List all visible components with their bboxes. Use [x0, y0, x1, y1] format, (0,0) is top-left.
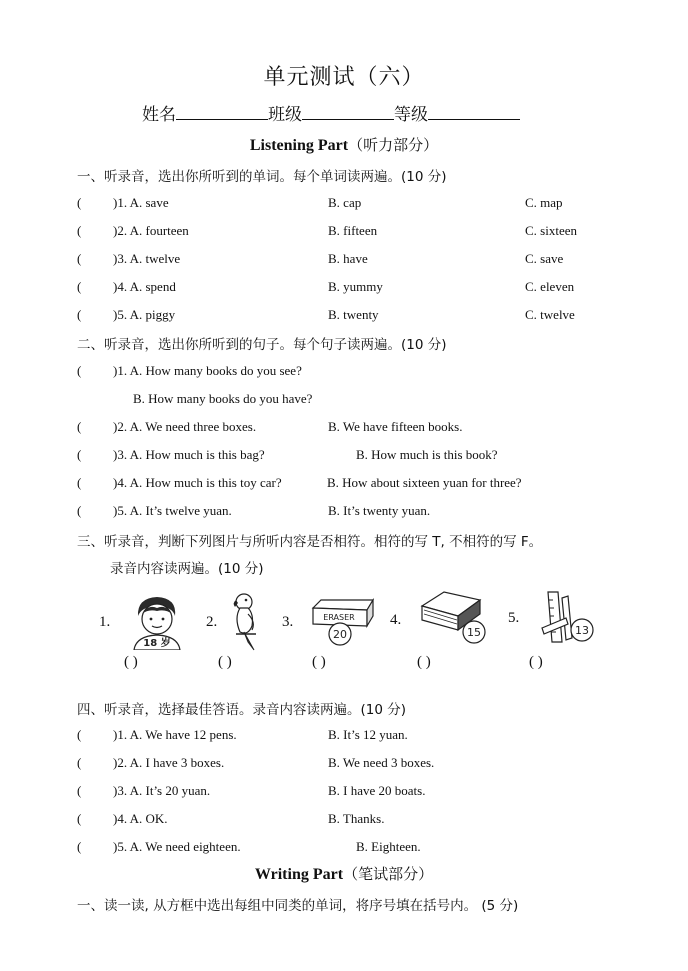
- page-title: 单元测试（六）: [263, 65, 425, 90]
- student-info: [142, 100, 520, 125]
- price-badge: 13: [575, 624, 589, 637]
- answer-paren[interactable]: (: [77, 279, 82, 294]
- picture-number: 4.: [390, 612, 402, 628]
- judge-answer-paren[interactable]: ( ): [529, 654, 543, 670]
- picture-number: 1.: [99, 614, 111, 630]
- answer-paren[interactable]: (: [77, 727, 82, 742]
- q2-4-b: B. How about sixteen yuan for three?: [327, 475, 522, 490]
- answer-paren[interactable]: (: [77, 839, 82, 854]
- answer-paren[interactable]: (: [77, 195, 82, 210]
- q2-1-b: B. How many books do you have?: [133, 391, 313, 406]
- class-label: 班级: [268, 105, 302, 125]
- listening-part-cn: （听力部分）: [348, 136, 439, 154]
- q1-3-b: B. have: [328, 251, 368, 266]
- boy-age-picture: [128, 592, 186, 650]
- answer-paren[interactable]: (: [77, 251, 82, 266]
- section-3-heading-line2: 录音内容读两遍。(10 分): [110, 561, 264, 577]
- answer-paren[interactable]: (: [77, 419, 82, 434]
- section-4-heading: 四、听录音，选择最佳答语。录音内容读两遍。(10 分): [77, 702, 407, 718]
- q4-4-a: )4. A. OK.: [113, 811, 168, 826]
- answer-paren[interactable]: (: [77, 783, 82, 798]
- eraser-label: ERASER: [323, 613, 355, 622]
- q4-1-b: B. It’s 12 yuan.: [328, 727, 408, 742]
- judge-answer-paren[interactable]: ( ): [124, 654, 138, 670]
- picture-number: 2.: [206, 614, 218, 630]
- answer-paren[interactable]: (: [77, 475, 82, 490]
- answer-paren[interactable]: (: [77, 307, 82, 322]
- q1-4-b: B. yummy: [328, 279, 383, 294]
- listening-part-heading: [0, 134, 688, 155]
- book-picture: [418, 586, 490, 646]
- age-label: 18 岁: [143, 638, 171, 649]
- q2-5-a: )5. A. It’s twelve yuan.: [113, 503, 232, 518]
- grade-label: 等级: [394, 105, 428, 125]
- price-badge: 15: [467, 626, 481, 639]
- picture-number: 3.: [282, 614, 294, 630]
- q4-3-a: )3. A. It’s 20 yuan.: [113, 783, 211, 798]
- q4-2-b: B. We need 3 boxes.: [328, 755, 435, 770]
- answer-paren[interactable]: (: [77, 503, 82, 518]
- section-3-heading: 三、听录音，判断下列图片与所听内容是否相符。相符的写 T, 不相符的写 F。: [77, 534, 543, 550]
- answer-paren[interactable]: (: [77, 755, 82, 770]
- q2-1-a: )1. A. How many books do you see?: [113, 363, 302, 378]
- section-1-heading: 一、听录音，选出你所听到的单词。每个单词读两遍。(10 分): [77, 169, 447, 185]
- listening-part-en: Listening Part: [249, 137, 349, 154]
- answer-paren[interactable]: (: [77, 447, 82, 462]
- answer-paren[interactable]: (: [77, 811, 82, 826]
- q1-1-b: B. cap: [328, 195, 362, 210]
- q4-3-b: B. I have 20 boats.: [328, 783, 426, 798]
- writing-section-1-heading: 一、读一读, 从方框中选出每组中同类的单词，将序号填在括号内。 (5 分): [77, 898, 519, 914]
- writing-part-cn: （笔试部分）: [343, 865, 434, 883]
- name-label: 姓名: [142, 105, 176, 125]
- answer-paren[interactable]: (: [77, 363, 82, 378]
- parrot-picture: [226, 590, 266, 652]
- judge-answer-paren[interactable]: ( ): [417, 654, 431, 670]
- q1-4-a: )4. A. spend: [113, 279, 176, 294]
- q1-5-b: B. twenty: [328, 307, 379, 322]
- q2-2-b: B. We have fifteen books.: [328, 419, 463, 434]
- q1-2-c: C. sixteen: [525, 223, 577, 238]
- q2-5-b: B. It’s twenty yuan.: [328, 503, 431, 518]
- price-badge: 20: [333, 628, 347, 641]
- class-blank[interactable]: [302, 105, 394, 120]
- q2-4-a: )4. A. How much is this toy car?: [113, 475, 282, 490]
- q4-5-b: B. Eighteen.: [356, 839, 421, 854]
- judge-answer-paren[interactable]: ( ): [218, 654, 232, 670]
- q1-1-a: )1. A. save: [113, 195, 169, 210]
- q1-3-c: C. save: [525, 251, 564, 266]
- q4-2-a: )2. A. I have 3 boxes.: [113, 755, 225, 770]
- q1-5-a: )5. A. piggy: [113, 307, 176, 322]
- q1-3-a: )3. A. twelve: [113, 251, 181, 266]
- q2-2-a: )2. A. We need three boxes.: [113, 419, 257, 434]
- q1-5-c: C. twelve: [525, 307, 575, 322]
- q2-3-a: )3. A. How much is this bag?: [113, 447, 265, 462]
- q4-5-a: )5. A. We need eighteen.: [113, 839, 241, 854]
- name-blank[interactable]: [176, 105, 268, 120]
- writing-part-en: Writing Part: [254, 866, 344, 883]
- q1-2-b: B. fifteen: [328, 223, 378, 238]
- ruler-picture: [536, 588, 598, 646]
- picture-number: 5.: [508, 610, 520, 626]
- writing-part-heading: [0, 863, 688, 884]
- eraser-picture: [307, 594, 379, 646]
- q2-3-b: B. How much is this book?: [356, 447, 498, 462]
- q4-1-a: )1. A. We have 12 pens.: [113, 727, 237, 742]
- answer-paren[interactable]: (: [77, 223, 82, 238]
- q1-4-c: C. eleven: [525, 279, 575, 294]
- q1-2-a: )2. A. fourteen: [113, 223, 189, 238]
- judge-answer-paren[interactable]: ( ): [312, 654, 326, 670]
- q4-4-b: B. Thanks.: [328, 811, 385, 826]
- grade-blank[interactable]: [428, 105, 520, 120]
- q1-1-c: C. map: [525, 195, 563, 210]
- section-2-heading: 二、听录音，选出你所听到的句子。每个句子读两遍。(10 分): [77, 337, 447, 353]
